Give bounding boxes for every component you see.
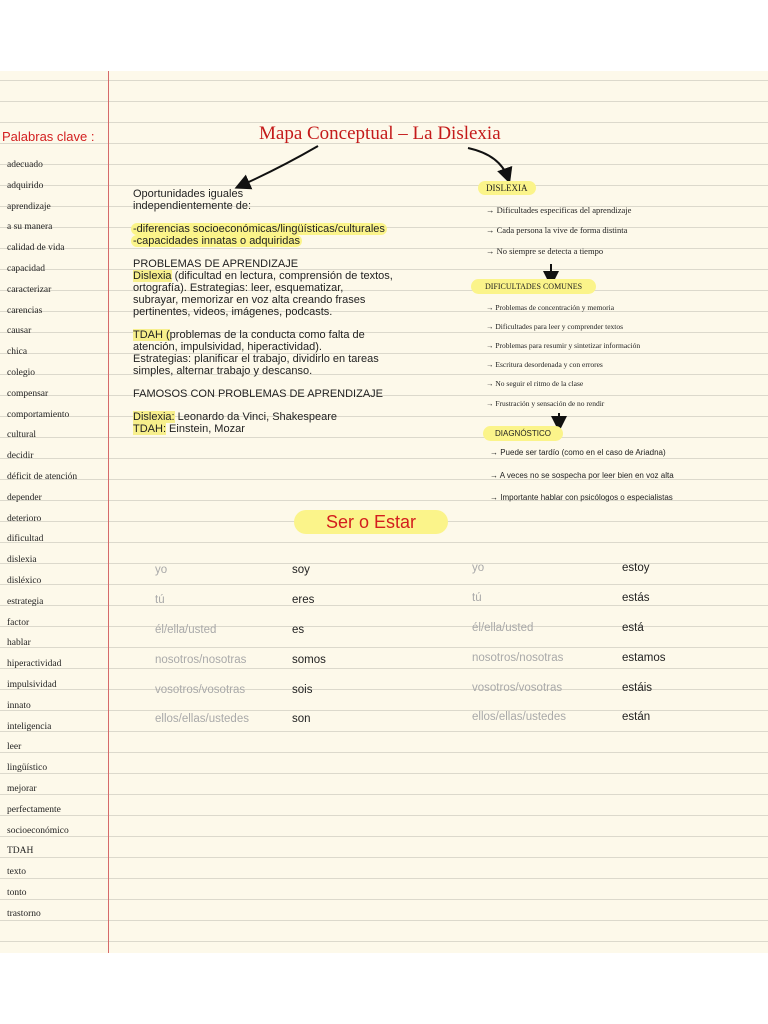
dislexia-label: Dislexia	[133, 270, 172, 282]
keyword-item: adecuado	[7, 160, 43, 170]
keyword-item: socioeconómico	[7, 825, 69, 836]
estar-form: estamos	[622, 652, 666, 664]
keyword-item: decidir	[7, 451, 34, 462]
dificultades-item: → Dificultades para leer y comprender textos	[486, 322, 624, 331]
keyword-item: hiperactividad	[7, 659, 62, 670]
keyword-item: mejorar	[7, 784, 37, 794]
keyword-item: comportamiento	[7, 409, 70, 420]
dislexia-item: → Cada persona la vive de forma distinta	[486, 225, 628, 235]
estar-pronoun: ellos/ellas/ustedes	[472, 711, 566, 723]
estar-pronoun: nosotros/nosotras	[472, 652, 564, 664]
estar-form: está	[622, 622, 644, 634]
famosos-tdah-label: TDAH:	[133, 423, 166, 435]
estar-form: estoy	[622, 562, 650, 574]
dislexia-line2: ortografía). Estrategias: leer, esquematizar,	[133, 282, 344, 294]
keyword-item: tonto	[7, 888, 27, 898]
keyword-item: capacidad	[7, 264, 45, 274]
ser-form: son	[292, 713, 311, 725]
left-line2: independientemente de:	[133, 200, 252, 212]
highlight-diferencias: -diferencias socioeconómicas/lingüísticas/culturales	[133, 223, 385, 235]
keyword-item: estrategia	[7, 596, 44, 607]
tdah-line4: simples, alternar trabajo y descanso.	[133, 365, 313, 377]
ser-form: sois	[292, 684, 313, 696]
dislexia-line3: subrayar, memorizar en voz alta creando frases	[133, 294, 366, 306]
dislexia-item: → No siempre se detecta a tiempo	[486, 246, 604, 256]
keyword-item: lingüístico	[7, 763, 48, 774]
keyword-item: perfectamente	[7, 804, 61, 815]
ser-pronoun: yo	[155, 564, 168, 576]
dificultades-item: → Problemas para resumir y sintetizar información	[486, 341, 641, 350]
tdah-label: TDAH (	[133, 329, 170, 341]
famosos-dislexia: Leonardo da Vinci, Shakespeare	[174, 411, 338, 423]
dificultades-item: → No seguir el ritmo de la clase	[486, 379, 584, 388]
keyword-item: innato	[7, 700, 31, 711]
keyword-item: colegio	[7, 368, 35, 378]
ser-form: somos	[292, 654, 326, 666]
ser-form: soy	[292, 564, 310, 576]
keyword-item: causar	[7, 326, 32, 337]
margin-line	[108, 71, 109, 953]
keyword-item: TDAH	[7, 846, 34, 857]
keyword-item: depender	[7, 492, 42, 503]
tdah-line2: atención, impulsividad, hiperactividad).	[133, 341, 322, 353]
tdah-line3: Estrategias: planificar el trabajo, dividirlo en tareas	[133, 353, 379, 365]
dislexia-item: → Dificultades especificas del aprendizaje	[486, 205, 632, 215]
estar-pronoun: tú	[472, 592, 482, 604]
estar-pronoun: vosotros/vosotras	[472, 682, 563, 694]
diagnostico-badge: DIAGNÓSTICO	[483, 426, 563, 441]
keyword-item: déficit de atención	[7, 472, 78, 482]
left-line1: Oportunidades iguales	[133, 188, 244, 200]
keyword-item: compensar	[7, 388, 49, 399]
estar-form: estás	[622, 592, 650, 604]
keywords-title: Palabras clave :	[2, 129, 95, 144]
estar-form: están	[622, 711, 651, 723]
ser-form: es	[292, 624, 305, 636]
tdah-desc: problemas de la conducta como falta de	[169, 329, 365, 341]
keyword-item: hablar	[7, 638, 31, 649]
estar-pronoun: yo	[472, 562, 485, 574]
diagnostico-item: → Puede ser tardío (como en el caso de Ariadna)	[490, 448, 666, 457]
dislexia-line4: pertinentes, videos, imágenes, podcasts.	[133, 306, 333, 318]
dislexia-badge: DISLEXIA	[478, 181, 536, 195]
ser-pronoun: tú	[155, 594, 165, 606]
highlight-capacidades: -capacidades innatas o adquiridas	[133, 235, 300, 247]
keyword-item: texto	[7, 867, 26, 878]
ser-form: eres	[292, 594, 315, 606]
keyword-item: aprendizaje	[7, 201, 51, 212]
ser-pronoun: nosotros/nosotras	[155, 654, 247, 666]
keyword-item: chica	[7, 347, 28, 358]
keyword-item: deterioro	[7, 513, 42, 524]
ser-pronoun: ellos/ellas/ustedes	[155, 713, 249, 725]
diagnostico-item: → A veces no se sospecha por leer bien en voz alta	[490, 471, 674, 480]
keyword-item: calidad de vida	[7, 243, 65, 254]
keyword-item: caracterizar	[7, 284, 52, 295]
estar-pronoun: él/ella/usted	[472, 622, 534, 634]
ser-pronoun: vosotros/vosotras	[155, 684, 246, 696]
map-title: Mapa Conceptual – La Dislexia	[259, 123, 501, 144]
keyword-item: cultural	[7, 430, 37, 441]
dificultades-item: → Frustración y sensación de no rendir	[486, 399, 605, 408]
diagnostico-item: → Importante hablar con psicólogos o especialistas	[490, 493, 673, 502]
problemas-heading: PROBLEMAS DE APRENDIZAJE	[133, 258, 299, 270]
keyword-item: trastorno	[7, 908, 41, 919]
dificultades-badge: DIFICULTADES COMUNES	[471, 279, 596, 294]
keyword-item: adquirido	[7, 180, 44, 191]
keyword-item: inteligencia	[7, 721, 52, 732]
dificultades-item: → Problemas de concentración y memoria	[486, 303, 615, 312]
keyword-item: carencias	[7, 305, 43, 316]
keyword-item: impulsividad	[7, 680, 57, 690]
keyword-item: leer	[7, 742, 22, 753]
dislexia-desc: (dificultad en lectura, comprensión de textos,	[171, 270, 393, 282]
famosos-tdah: Einstein, Mozar	[166, 423, 245, 435]
famosos-dislexia-label: Dislexia:	[133, 411, 175, 423]
keyword-item: disléxico	[7, 576, 42, 586]
dificultades-item: → Escritura desordenada y con errores	[486, 360, 603, 369]
famosos-heading: FAMOSOS CON PROBLEMAS DE APRENDIZAJE	[133, 388, 383, 400]
keyword-item: a su manera	[7, 222, 53, 233]
ser-pronoun: él/ella/usted	[155, 624, 217, 636]
estar-form: estáis	[622, 682, 653, 694]
keyword-item: dificultad	[7, 534, 44, 545]
ser-estar-title: Ser o Estar	[294, 510, 448, 534]
keyword-item: dislexia	[7, 555, 37, 566]
keyword-item: factor	[7, 617, 30, 628]
